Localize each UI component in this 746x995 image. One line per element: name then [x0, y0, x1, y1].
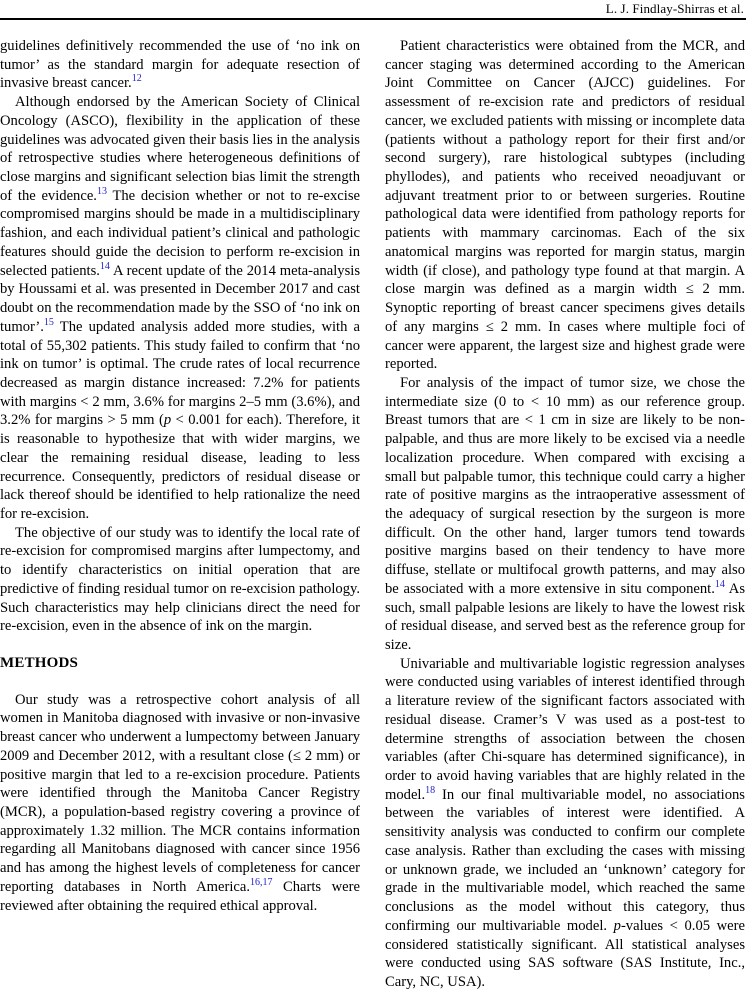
header-rule	[0, 18, 746, 20]
citation-ref[interactable]: 14	[714, 578, 725, 590]
paragraph: Our study was a retrospective cohort analysis of all women in Manitoba diagnosed with invasive or non-invasive breast cancer who underwent a lumpectomy between January 2009 and December 2012, with a resultant close (≤ 2 mm) or positive margin that led to a re-excision procedure. Patients were identified through the Manitoba Cancer Registry (MCR), a population-based registry covering a province of approximately 1.32 million. The MCR contains information regarding all Manitobans diagnosed with cancer since 1956 and has among the highest levels of completeness for cancer reporting databases in North America.$^{16,17}$ Charts were reviewed after obtaining the required ethical approval.	[0, 691, 360, 914]
citation-ref[interactable]: 15	[43, 316, 54, 328]
paragraph: For analysis of the impact of tumor size, we chose the intermediate size (0 to < 10 mm) as our reference group. Breast tumors that are < 1 cm in size are likely to be non-palpable, and thus are more likely to be excised via a needle localization procedure. When compared with excising a small but palpable tumor, this technique could carry a higher rate of positive margins as the intraoperative assessment of the adequacy of surgical resection by the surgeon is more difficult. On the other hand, larger tumors tend towards positive margins based on their tendency to have more diffuse, stellate or multifocal growth patterns, and may also be associated with a more extensive in situ component.$^{14}$ As such, small palpable lesions are likely to have the lowest risk of residual disease, and served best as the reference group for size.	[385, 374, 745, 653]
two-column-layout	[0, 37, 746, 992]
paragraph: Patient characteristics were obtained from the MCR, and cancer staging was determined according to the American Joint Committee on Cancer (AJCC) guidelines. For assessment of re-excision rate and predictors of residual cancer, we excluded patients with missing or incomplete data (patients without a pathology report for their first and/or second surgery), rare histological subtypes (including phyllodes), and patients who received neoadjuvant or adjuvant treatment prior to or between surgeries. Routine pathological data were identified from pathology reports for patients with mammary carcinomas. Each of the six anatomical margins was reported for margin status, margin width (if close), and pathology type found at that margin. A close margin was defined as a margin width ≤ 2 mm. Synoptic reporting of breast cancer specimens gives details of any margins ≤ 2 mm. In cases where multiple foci of cancer were apparent, the largest size and highest grade were reported.	[385, 38, 745, 373]
paragraph: Although endorsed by the American Society of Clinical Oncology (ASCO), flexibility in the application of these guidelines was advocated given their basis lies in the analysis of retrospective studies where heterogeneous definitions of close margins and significant selection bias limit the strength of the evidence.$^{13}$ The decision whether or not to re-excise compromised margins should be made in a multidisciplinary fashion, and each individual patient’s clinical and pathologic features should guide the decision to perform re-excision in selected patients.$^{14}$ A recent update of the 2014 meta-analysis by Houssami et al. was presented in December 2017 and cast doubt on the recommendation made by the SSO of ‘no ink on tumor’.$^{15}$ The updated analysis added more studies, with a total of 55,302 patients. This study failed to confirm that ‘no ink on tumor’ is optimal. The crude rates of local recurrence decreased as margin distance increased: 7.2% for patients with margins < 2 mm, 3.6% for margins 2–5 mm (3.6%), and 3.2% for margins > 5 mm (p < 0.001 for each). Therefore, it is reasonable to hypothesize that with wider margins, we clear the remaining residual disease, leading to less recurrence. Consequently, predictors of residual disease or lack thereof should be identified to help rationalize the need for re-excision.	[0, 94, 360, 522]
paragraph: Univariable and multivariable logistic regression analyses were conducted using variables of interest identified through a literature review of the significant factors associated with residual disease. Cramer’s V was used as a post-test to determine strengths of association between the chosen variables (after Chi-square has determined significance), in order to avoid having variables that are highly related in the model.$^{18}$ In our final multivariable model, no associations between the variables of interest were identified. A sensitivity analysis was conducted to confirm our complete case analysis. Rather than excluding the cases with missing or unknown grade, we included an ‘unknown’ category for grade in the multivariable model, which reached the same conclusions as the model without this category, thus confirming our multivariable model. p-values < 0.05 were considered statistically significant. All statistical analyses were conducted using SAS software (SAS Institute, Inc., Cary, NC, USA).	[385, 655, 746, 990]
citation-ref[interactable]: 14	[99, 260, 110, 272]
left-column	[0, 37, 360, 992]
italic-text: p	[613, 917, 621, 934]
paragraph: The objective of our study was to identify the local rate of re-excision for compromised margins after lumpectomy, and to identify characteristics on initial operation that are predictive of finding residual tumor on re-excision pathology. Such characteristics may help clinicians direct the need for re-excision, even in the absence of ink on the margin.	[0, 524, 360, 635]
citation-ref[interactable]: 12	[131, 73, 142, 85]
section-heading: METHODS	[0, 655, 79, 671]
paragraph: guidelines definitively recommended the use of ‘no ink on tumor’ as the standard margin for adequate resection of invasive breast cancer.$^{12}$	[0, 38, 360, 92]
running-head-author: L. J. Findlay-Shirras et al.	[605, 1, 744, 16]
right-column	[385, 37, 745, 992]
citation-ref[interactable]: 16,17	[249, 877, 273, 889]
citation-ref[interactable]: 13	[96, 185, 107, 197]
italic-text: p	[163, 412, 172, 429]
citation-ref[interactable]: 18	[425, 784, 436, 796]
